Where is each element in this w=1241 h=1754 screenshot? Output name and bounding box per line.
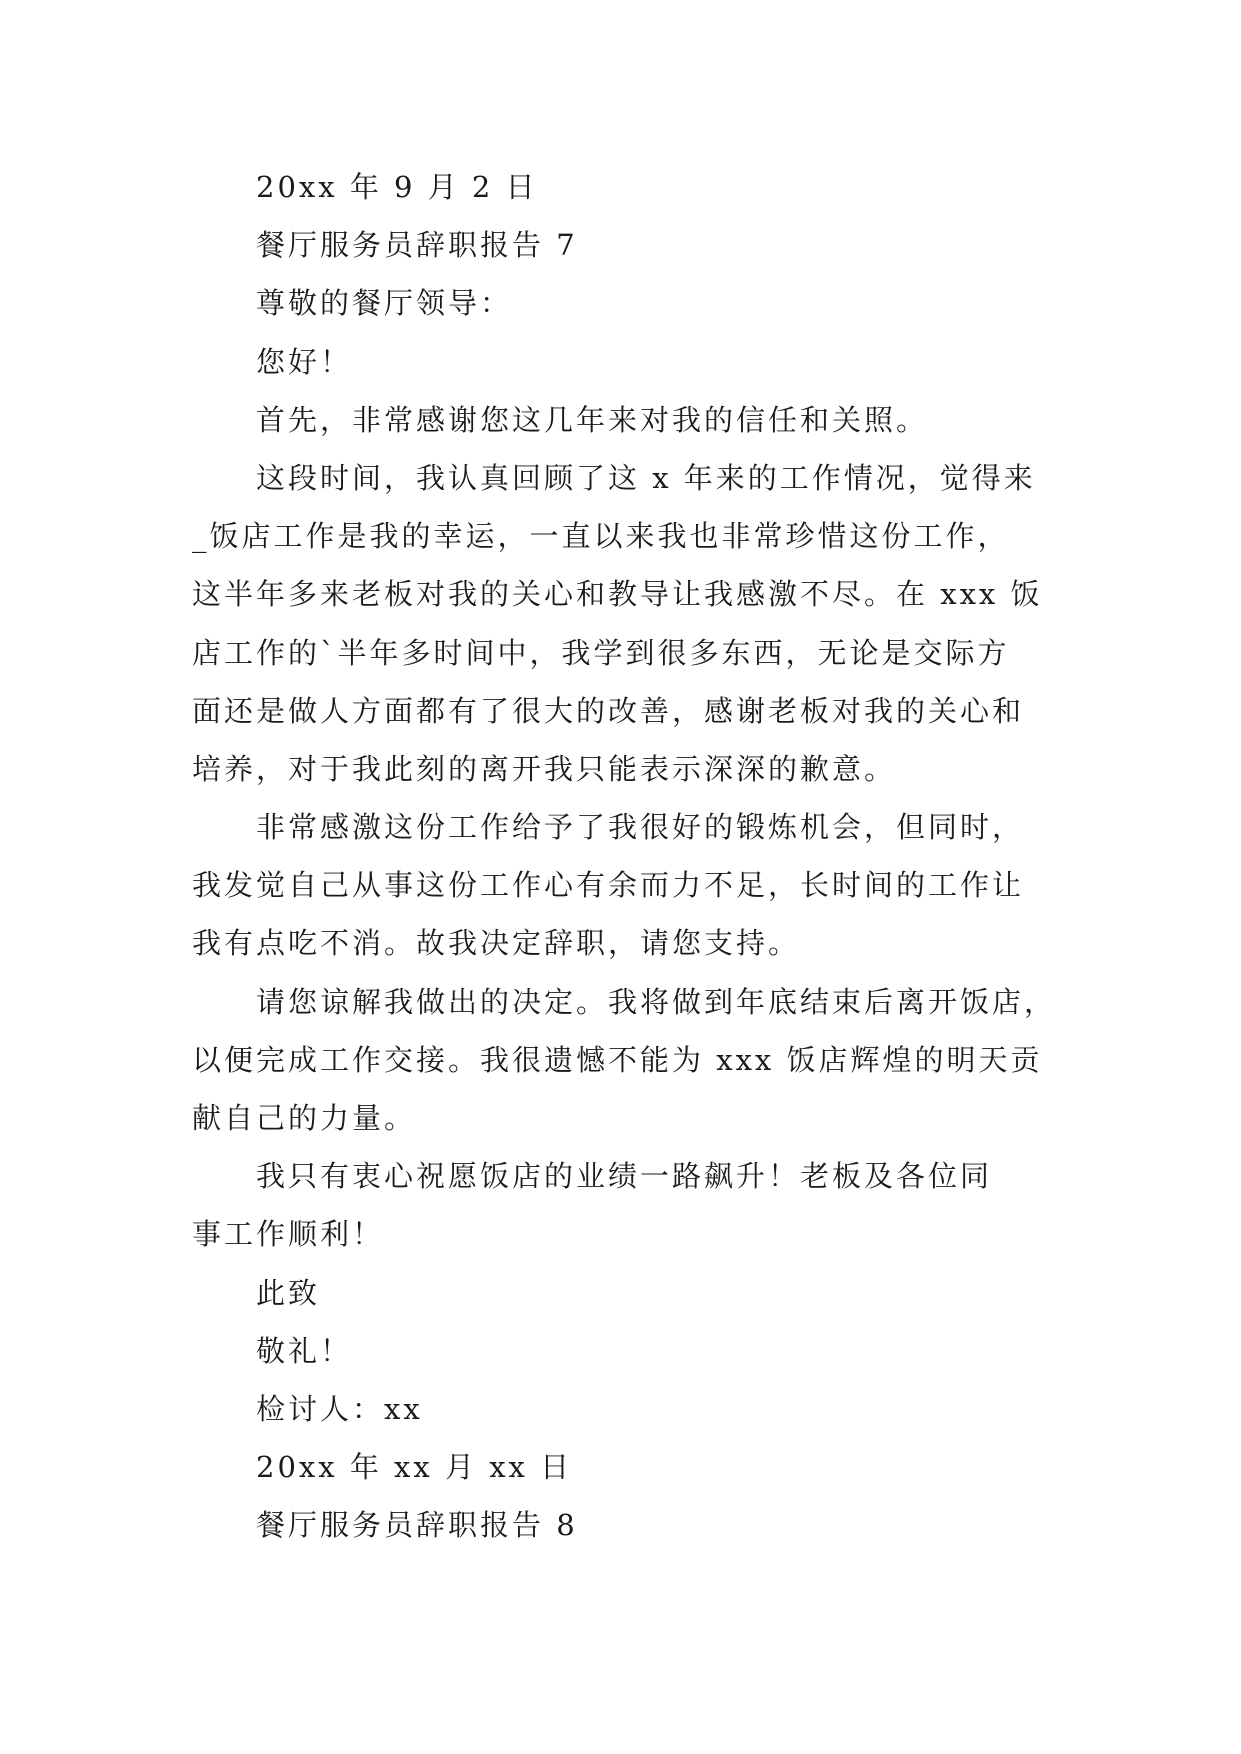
- paragraph-line: 以便完成工作交接。我很遗憾不能为 xxx 饭店辉煌的明天贡: [192, 1042, 1043, 1077]
- paragraph-line: _饭店工作是我的幸运，一直以来我也非常珍惜这份工作，: [192, 519, 1010, 554]
- closing-line: 此致: [256, 1275, 321, 1310]
- paragraph-line: 我只有衷心祝愿饭店的业绩一路飙升！老板及各位同: [256, 1159, 993, 1194]
- paragraph-line: 这半年多来老板对我的关心和教导让我感激不尽。在 xxx 饭: [192, 577, 1043, 612]
- next-report-title: 餐厅服务员辞职报告 8: [256, 1508, 578, 1543]
- date-line: 20xx 年 9 月 2 日: [256, 170, 538, 204]
- closing-salute: 敬礼！: [256, 1333, 353, 1368]
- paragraph-line: 首先，非常感谢您这几年来对我的信任和关照。: [256, 402, 929, 437]
- paragraph-line: 店工作的`半年多时间中，我学到很多东西，无论是交际方: [192, 635, 1010, 670]
- signature-date: 20xx 年 xx 月 xx 日: [256, 1450, 573, 1485]
- greeting: 您好！: [256, 344, 353, 379]
- paragraph-line: 请您谅解我做出的决定。我将做到年底结束后离开饭店，: [256, 984, 1057, 1019]
- salutation: 尊敬的餐厅领导：: [256, 286, 513, 321]
- signature-line: 检讨人：xx: [256, 1391, 423, 1426]
- paragraph-line: 非常感激这份工作给予了我很好的锻炼机会，但同时，: [256, 810, 1025, 845]
- paragraph-line: 这段时间，我认真回顾了这 x 年来的工作情况，觉得来: [256, 460, 1036, 495]
- report-title: 餐厅服务员辞职报告 7: [256, 228, 578, 263]
- paragraph-line: 献自己的力量。: [192, 1101, 417, 1135]
- paragraph-line: 培养，对于我此刻的离开我只能表示深深的歉意。: [192, 751, 897, 786]
- paragraph-line: 我有点吃不消。故我决定辞职，请您支持。: [192, 926, 801, 961]
- paragraph-line: 我发觉自己从事这份工作心有余而力不足，长时间的工作让: [192, 868, 1025, 903]
- paragraph-line: 面还是做人方面都有了很大的改善，感谢老板对我的关心和: [192, 693, 1025, 728]
- letter-body: [192, 158, 1070, 1555]
- paragraph-line: 事工作顺利！: [192, 1217, 385, 1252]
